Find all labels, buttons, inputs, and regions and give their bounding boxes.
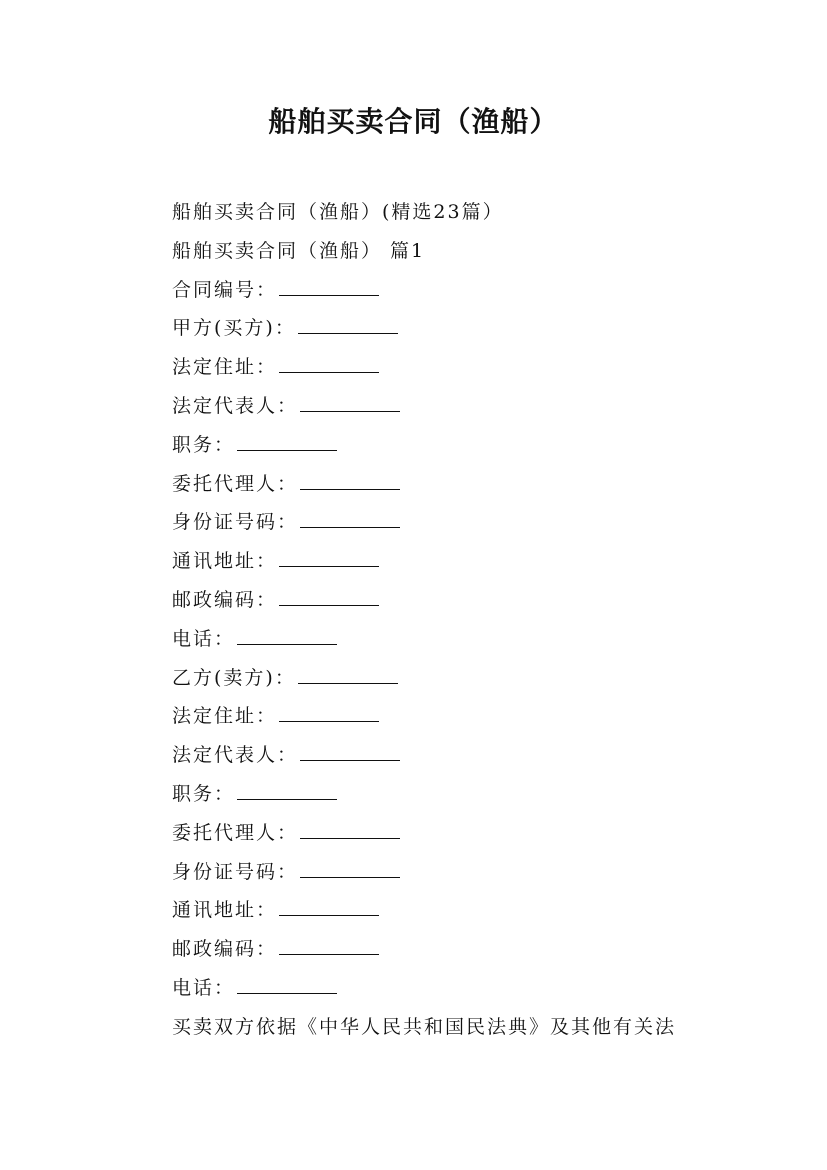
party-a-phone-line [172, 620, 792, 659]
party-b-phone-line [172, 969, 792, 1008]
party-b-representative-label: 法定代表人： [172, 744, 299, 767]
party-b-mail-address-line [172, 891, 792, 930]
subtitle-line [172, 193, 792, 232]
party-a-line [172, 309, 792, 348]
contract-basis-text: 买卖双方依据《中华人民共和国民法典》及其他有关法 [172, 1015, 677, 1038]
party-b-representative-blank [300, 738, 400, 761]
contract-number-label: 合同编号： [172, 278, 278, 301]
party-a-label: 甲方(买方)： [172, 317, 296, 340]
party-b-mail-address-blank [279, 893, 379, 916]
party-a-id-blank [300, 505, 400, 528]
party-b-phone-label: 电话： [172, 976, 236, 999]
party-a-postcode-label: 邮政编码： [172, 588, 278, 611]
party-a-address-line [172, 348, 792, 387]
party-b-postcode-blank [279, 932, 379, 955]
party-b-phone-blank [237, 971, 337, 994]
party-a-blank [298, 311, 398, 334]
party-a-phone-blank [237, 622, 337, 645]
party-b-id-line [172, 853, 792, 892]
party-a-mail-address-blank [279, 544, 379, 567]
section-heading-text: 船舶买卖合同（渔船） 篇1 [172, 239, 426, 262]
party-b-mail-address-label: 通讯地址： [172, 899, 278, 922]
party-b-position-label: 职务： [172, 782, 236, 805]
party-a-postcode-line [172, 581, 792, 620]
party-a-mail-address-line [172, 542, 792, 581]
party-b-line [172, 659, 792, 698]
party-b-postcode-line [172, 930, 792, 969]
party-a-agent-label: 委托代理人： [172, 472, 299, 495]
party-b-address-label: 法定住址： [172, 705, 278, 728]
contract-number-blank [279, 273, 379, 296]
party-b-postcode-label: 邮政编码： [172, 938, 278, 961]
party-a-address-label: 法定住址： [172, 356, 278, 379]
party-a-representative-line [172, 387, 792, 426]
party-b-agent-label: 委托代理人： [172, 821, 299, 844]
party-b-address-line [172, 697, 792, 736]
document-body [172, 193, 792, 1047]
party-b-position-line [172, 775, 792, 814]
contract-number-line [172, 271, 792, 310]
party-a-id-label: 身份证号码： [172, 511, 299, 534]
party-b-blank [298, 661, 398, 684]
party-a-postcode-blank [279, 583, 379, 606]
party-b-id-blank [300, 855, 400, 878]
party-a-phone-label: 电话： [172, 627, 236, 650]
party-b-agent-line [172, 814, 792, 853]
party-b-representative-line [172, 736, 792, 775]
party-b-label: 乙方(卖方)： [172, 666, 296, 689]
section-heading-line [172, 232, 792, 271]
party-a-id-line [172, 503, 792, 542]
party-b-position-blank [237, 777, 337, 800]
party-a-representative-label: 法定代表人： [172, 394, 299, 417]
party-b-id-label: 身份证号码： [172, 860, 299, 883]
party-b-address-blank [279, 699, 379, 722]
party-a-agent-line [172, 465, 792, 504]
party-a-position-blank [237, 428, 337, 451]
party-a-agent-blank [300, 467, 400, 490]
party-a-representative-blank [300, 389, 400, 412]
party-a-address-blank [279, 350, 379, 373]
subtitle-text: 船舶买卖合同（渔船）(精选23篇） [172, 201, 504, 223]
party-a-position-label: 职务： [172, 433, 236, 456]
document-title: 船舶买卖合同（渔船） [268, 105, 559, 138]
party-a-mail-address-label: 通讯地址： [172, 550, 278, 573]
party-b-agent-blank [300, 816, 400, 839]
party-a-position-line [172, 426, 792, 465]
contract-basis-line [172, 1008, 792, 1047]
